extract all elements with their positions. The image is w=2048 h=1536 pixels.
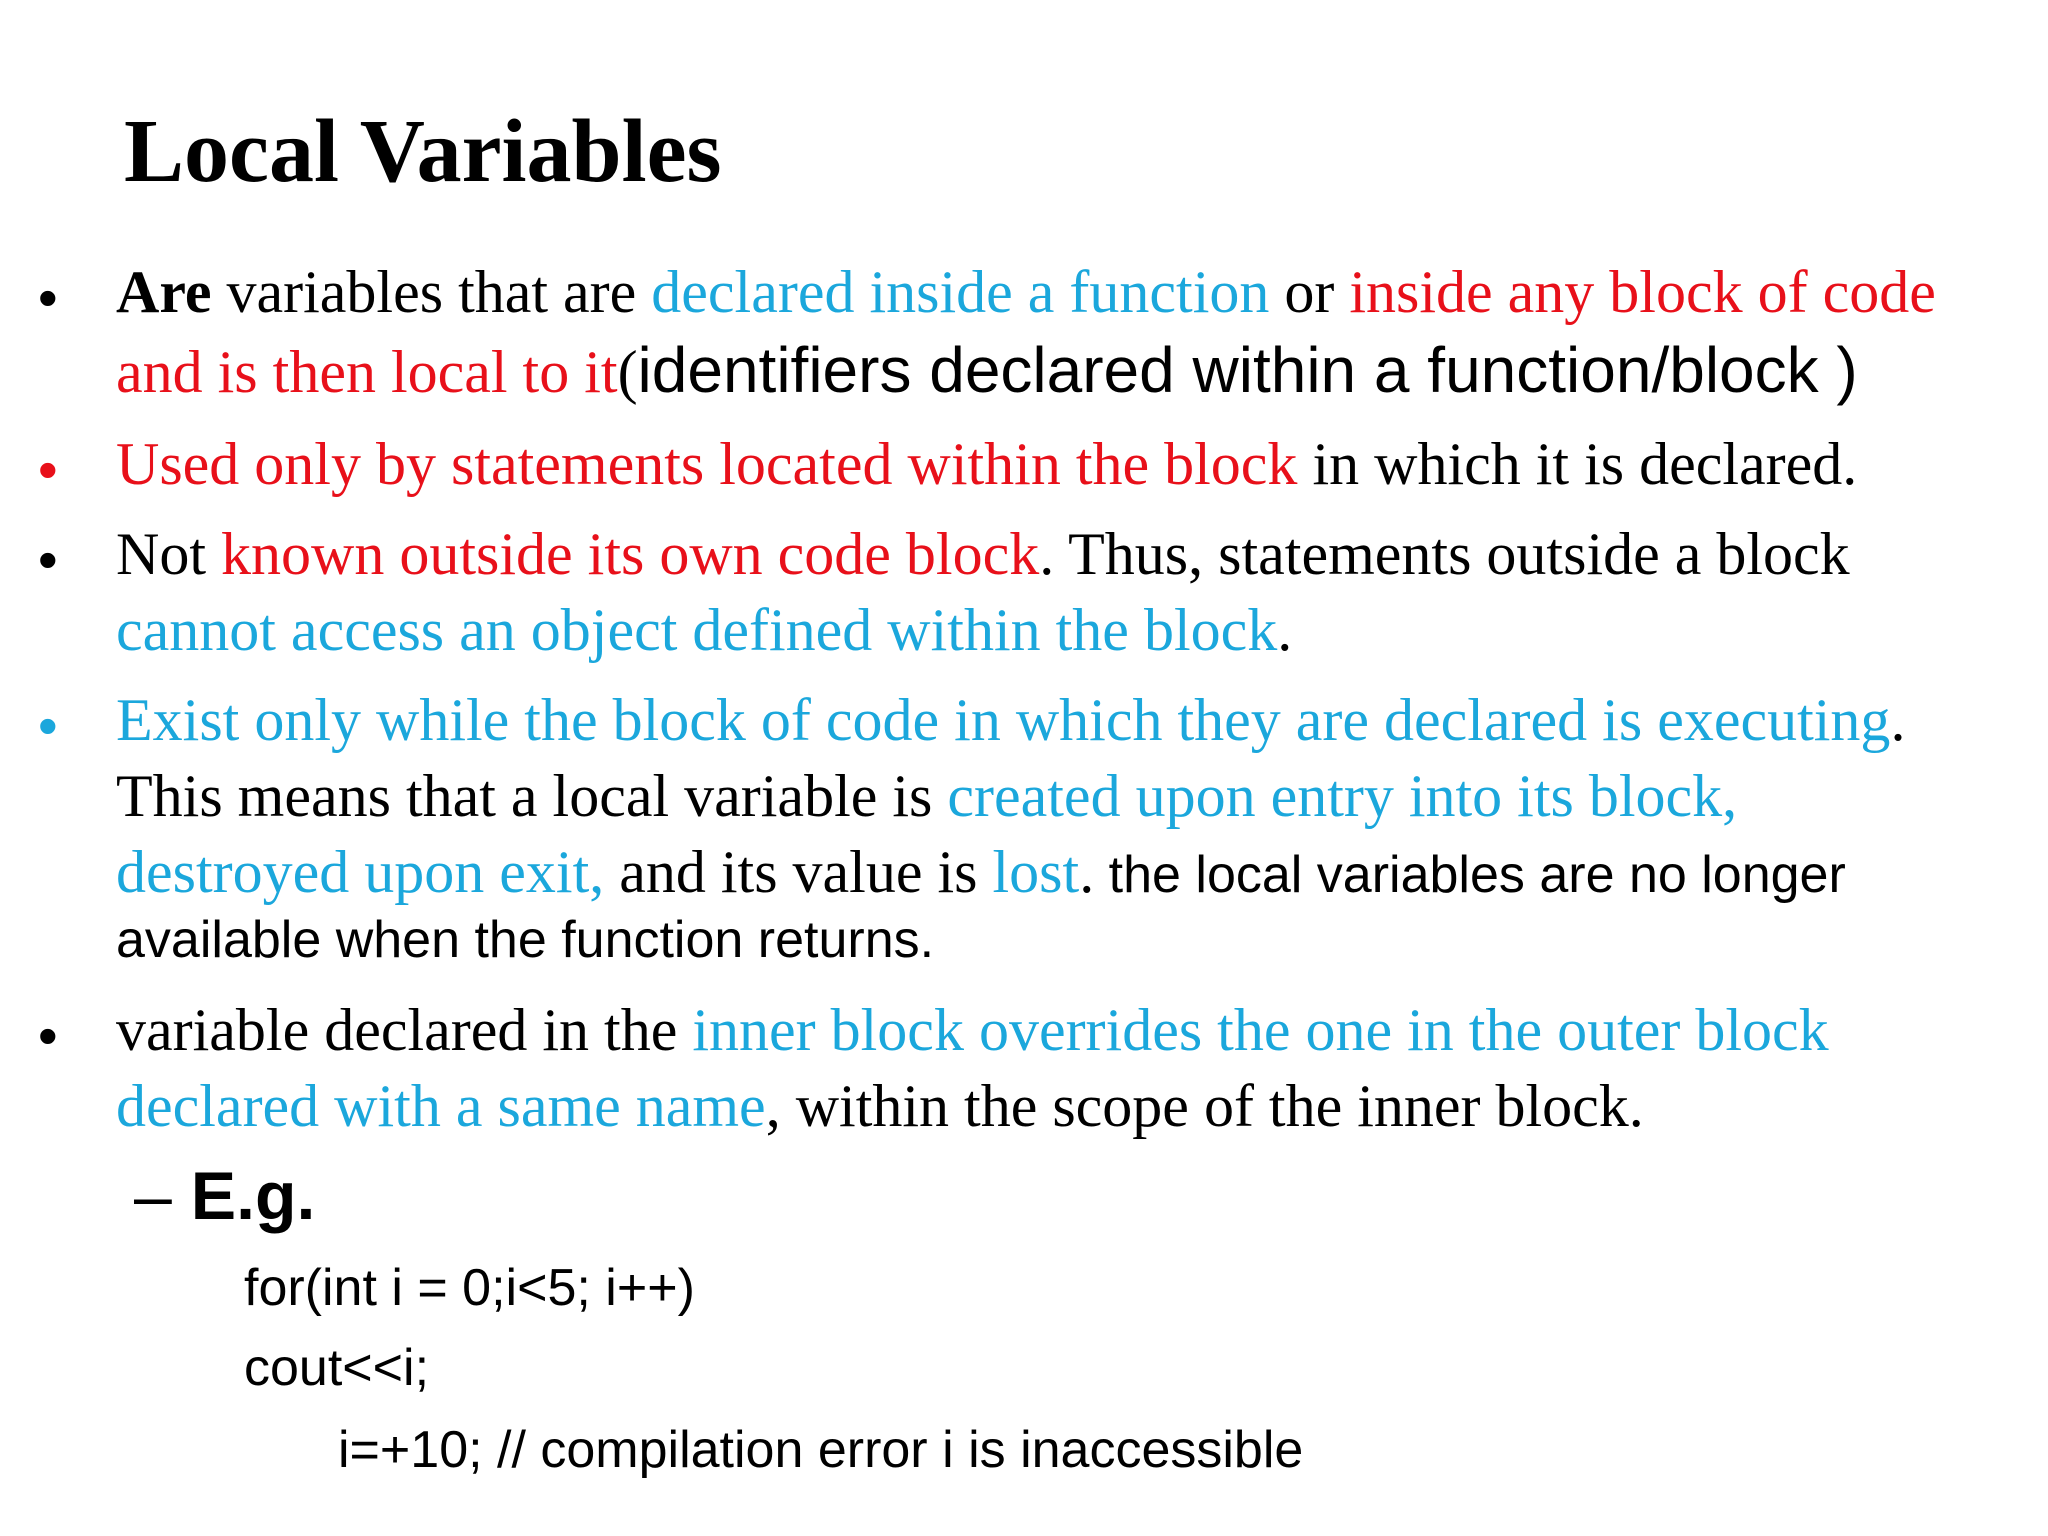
text-span: or — [1269, 259, 1350, 325]
text-span: destroyed upon exit, — [116, 839, 605, 905]
bullet-line — [116, 763, 1738, 829]
bullet-line — [116, 521, 1850, 587]
text-span: cannot access an object defined within the block — [116, 597, 1278, 663]
example-label: E.g. — [190, 1158, 316, 1234]
code-line: for(int i = 0;i<5; i++) — [244, 1259, 695, 1317]
slide-title: Local Variables — [124, 102, 722, 201]
example-heading — [134, 1158, 316, 1234]
text-span: inner block overrides the one in the outer block — [692, 997, 1829, 1063]
text-span: , within the scope of the inner block. — [765, 1073, 1644, 1139]
text-span: the local variables are no longer — [1094, 846, 1846, 904]
bullet-line — [116, 911, 935, 969]
bullet-marker: • — [38, 694, 58, 757]
text-span: declared with a same name — [116, 1073, 766, 1139]
bullet-marker: • — [38, 528, 58, 591]
text-span: and its value is — [604, 839, 993, 905]
bullet-line — [116, 1073, 1644, 1139]
text-span: . — [1890, 687, 1906, 753]
code-line: i=+10; // compilation error i is inaccessible — [338, 1421, 1304, 1479]
text-span: . Thus, statements outside a block — [1039, 521, 1850, 587]
text-span: . — [1277, 597, 1293, 663]
text-span: declared inside a function — [651, 259, 1270, 325]
bullet-line — [116, 687, 1906, 753]
text-span: Used only by statements located within the block — [116, 431, 1298, 497]
text-span: variables that are — [211, 259, 652, 325]
bullet-marker: • — [38, 438, 58, 501]
text-span: Exist only while the block of code in which they are declared is executing — [116, 687, 1891, 753]
bullet-line — [116, 839, 1846, 905]
text-span: known outside its own code block — [221, 521, 1040, 587]
text-span: created upon entry into its block, — [947, 763, 1738, 829]
text-span: This means that a local variable is — [116, 763, 948, 829]
text-span: lost — [992, 839, 1080, 905]
example-dash: – — [134, 1158, 172, 1234]
text-span: in which it is declared. — [1297, 431, 1858, 497]
bullet-line — [116, 997, 1829, 1063]
bullet-line — [116, 334, 1858, 406]
bullet-line — [116, 431, 1858, 497]
text-span: . — [1079, 839, 1095, 905]
text-span: Not — [116, 521, 221, 587]
text-span: and is then local to it — [116, 339, 618, 405]
text-span: available when the function returns. — [116, 911, 935, 969]
bullet-marker: • — [38, 266, 58, 329]
bullet-line — [116, 597, 1293, 663]
text-span: inside any block of code — [1349, 259, 1936, 325]
text-span: ( — [617, 339, 638, 405]
text-span: identifiers declared within a function/block ) — [637, 334, 1858, 406]
text-span: Are — [116, 259, 212, 325]
bullet-line — [116, 259, 1936, 325]
code-line: cout<<i; — [244, 1339, 430, 1397]
bullet-marker: • — [38, 1004, 58, 1067]
text-span: variable declared in the — [116, 997, 693, 1063]
